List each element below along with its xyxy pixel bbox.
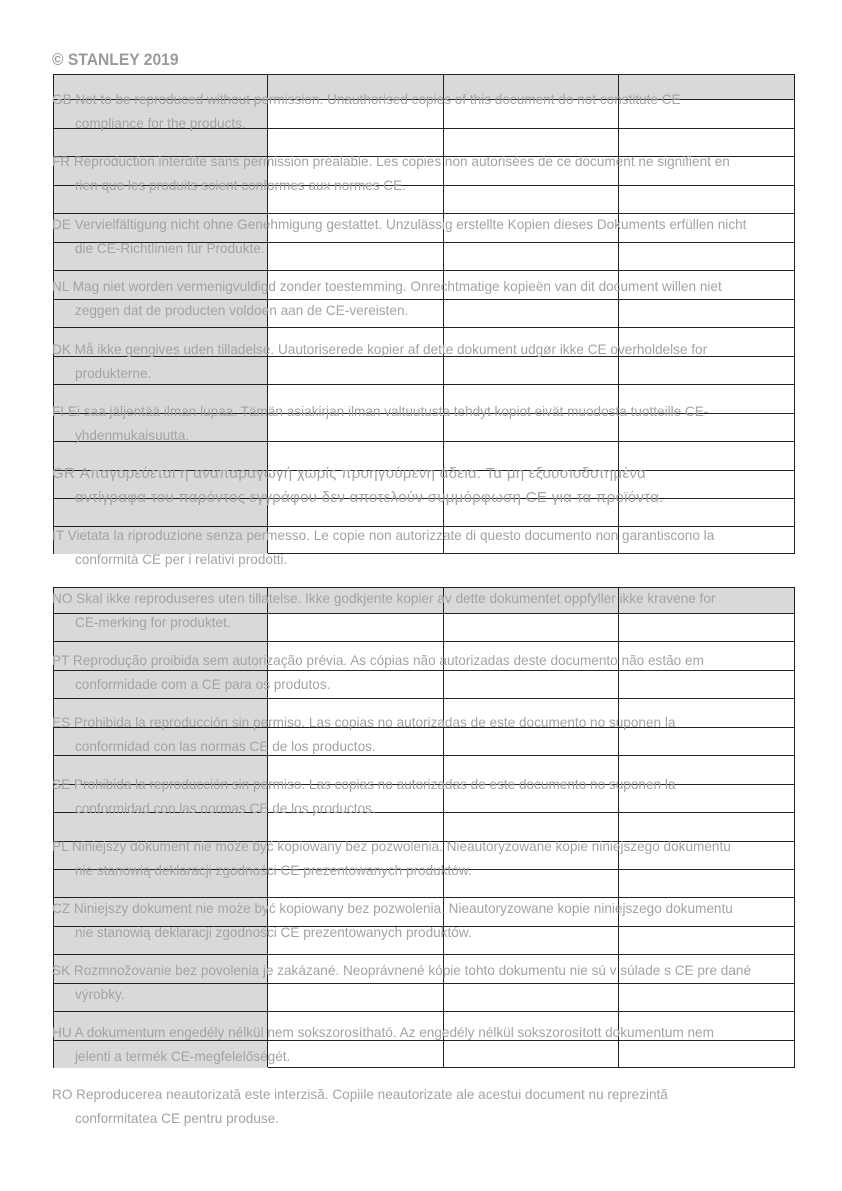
notice-text: nie stanowią deklaracji zgodności CE prezentowanych produktów. [75, 863, 472, 878]
notice-text: conformidad con las normas CE de los productos. [75, 739, 376, 754]
notice-text: Not to be reproduced without permission. Unauthorised copies of this document do not constitute CE [75, 92, 681, 107]
notice-text: yhdenmukaisuutta. [75, 428, 190, 443]
notice-text: FR [52, 154, 71, 169]
notice-text: Απαγορεύεται η αναπαραγωγή χωρίς προηγούμενη άδεια. Τα μη εξουσιοδοτημένα [79, 465, 647, 482]
notice-text: conformidad con las normas CE de los productos. [75, 801, 376, 816]
notice-text: conformidade com a CE para os produtos. [75, 677, 331, 692]
notice-text: compliance for the products. [75, 116, 246, 131]
notice-no [52, 587, 792, 635]
notice-text: A dokumentum engedély nélkül nem sokszorosítható. Az engedély nélkül sokszorosított dokumentum nem [74, 1025, 714, 1040]
notice-cz [52, 897, 792, 945]
notice-text: Niniejszy dokument nie może być kopiowany bez pozwolenia. Nieautoryzowane kopie niniejszego dokumentu [71, 839, 731, 854]
notice-text: die CE-Richtlinien für Produkte. [75, 241, 265, 256]
notice-text: ES [52, 715, 71, 730]
copyright-label: © STANLEY 2019 [52, 50, 179, 69]
notice-it [52, 524, 792, 572]
notice-ro [52, 1083, 792, 1131]
notice-gb [52, 88, 792, 136]
notice-text: SK [52, 963, 71, 978]
notice-text: DK [52, 342, 71, 357]
notice-text: DE [52, 217, 71, 232]
notice-text: PT [52, 653, 70, 668]
notice-hu [52, 1021, 792, 1069]
notice-text: Reproduction interdite sans permission préalable. Les copies non autorisées de ce document ne signifient en [73, 154, 730, 169]
notice-text: Mag niet worden vermenigvuldigd zonder toestemming. Onrechtmatige kopieën van dit document willen niet [72, 279, 722, 294]
notice-se [52, 773, 792, 821]
notice-text: conformità CE per i relativi prodotti. [75, 552, 288, 567]
notice-text: SE [52, 777, 71, 792]
notice-text: CE-merking for produktet. [75, 615, 231, 630]
notice-text: GR [52, 465, 76, 482]
notice-text: αντίγραφα του παρόντος εγγράφου δεν αποτελούν συμμόρφωση CE για τα προϊόντα. [75, 489, 664, 506]
notice-text: PL [52, 839, 69, 854]
notice-fr [52, 150, 792, 198]
notice-es [52, 711, 792, 759]
notice-text: Rozmnožovanie bez povolenia je zakázané. Neoprávnené kópie tohto dokumentu nie sú v súlade s CE pre dané [73, 963, 752, 978]
notice-gr [52, 462, 792, 510]
notice-text: Må ikke gengives uden tilladelse. Uautoriserede kopier af dette dokument udgør ikke CE overholdelse for [74, 342, 708, 357]
notice-pt [52, 649, 792, 697]
notice-text: Vietata la riproduzione senza permesso. Le copie non autorizzate di questo documento non garantiscono la [67, 528, 715, 543]
notice-text: Ei saa jäljentää ilman lupaa. Tämän asiakirjan ilman valtuutusta tehdyt kopiot eivät muodosta tuotteille CE- [67, 404, 709, 419]
notice-text: HU [52, 1025, 72, 1040]
notice-text: jelenti a termék CE-megfelelőségét. [75, 1049, 291, 1064]
notice-text: zeggen dat de producten voldoen aan de CE-vereisten. [75, 303, 409, 318]
notice-text: Prohibida la reproducción sin permiso. Las copias no autorizadas de este documento no suponen la [73, 715, 676, 730]
notice-text: Reprodução proibida sem autorização prévia. As cópias não autorizadas deste documento não estão em [72, 653, 704, 668]
notice-text: RO [52, 1087, 73, 1102]
notice-text: Skal ikke reproduseres uten tillatelse. Ikke godkjente kopier av dette dokumentet oppfyller ikke kravene for [76, 591, 716, 606]
notice-de [52, 213, 792, 261]
notice-text: FI [52, 404, 65, 419]
notice-text: rien que les produits soient conformes aux normes CE. [75, 178, 406, 193]
notice-text: Vervielfältigung nicht ohne Genehmigung gestattet. Unzulässig erstellte Kopien dieses Dokuments erfüllen nicht [74, 217, 747, 232]
notice-text: NL [52, 279, 69, 294]
notice-text: conformitatea CE pentru produse. [75, 1111, 280, 1126]
notice-text: CZ [52, 901, 71, 916]
notice-nl [52, 275, 792, 323]
notice-text: výrobky. [75, 987, 125, 1002]
notice-text: NO [52, 591, 73, 606]
notice-text: IT [52, 528, 64, 543]
notice-text: produkterne. [75, 366, 152, 381]
notice-dk [52, 338, 792, 386]
notice-pl [52, 835, 792, 883]
notice-fi [52, 400, 792, 448]
notice-text: Prohibida la reproducción sin permiso. Las copias no autorizadas de este documento no suponen la [73, 777, 676, 792]
notice-text: nie stanowią deklaracji zgodności CE prezentowanych produktów. [75, 925, 472, 940]
notice-text: Reproducerea neautorizată este interzisă. Copiile neautorizate ale acestui document nu reprezintă [76, 1087, 668, 1102]
notice-text: Niniejszy dokument nie może być kopiowany bez pozwolenia. Nieautoryzowane kopie niniejszego dokumentu [73, 901, 733, 916]
notice-text: GB [52, 92, 72, 107]
notice-sk [52, 959, 792, 1007]
